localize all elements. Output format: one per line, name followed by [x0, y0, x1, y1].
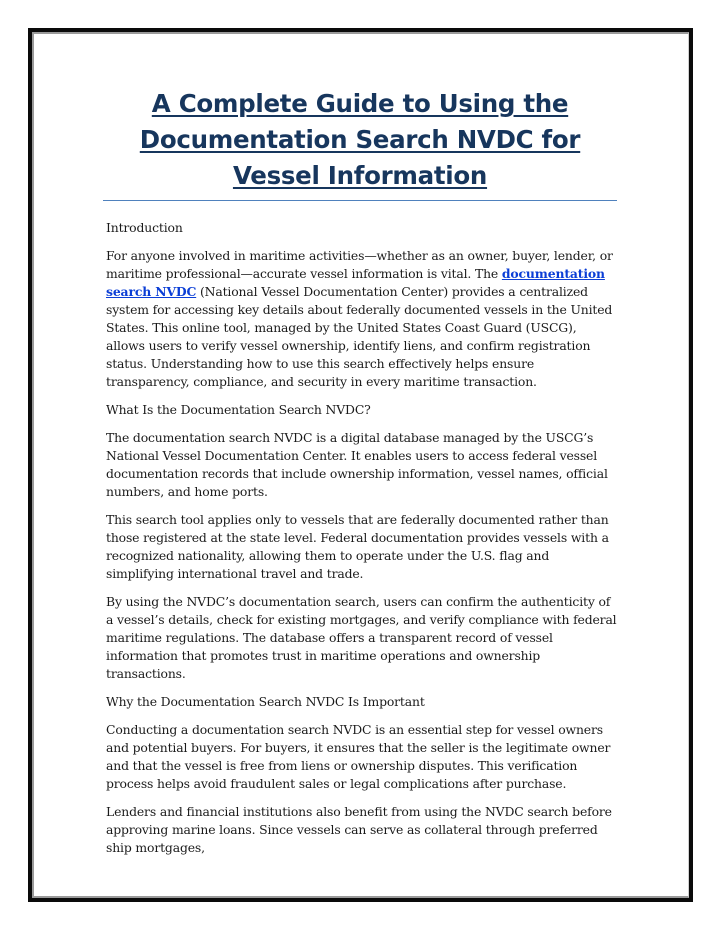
- document-body: [106, 219, 618, 867]
- section-heading-what-is: What Is the Documentation Search NVDC?: [106, 402, 371, 417]
- section-heading-introduction: Introduction: [106, 220, 183, 235]
- paragraph-what-is-1: The documentation search NVDC is a digital database managed by the USCG’s National Vessel Documentation Center. It enables users to access federal vessel documentation records that include ownership information, vessel names, official numbers, and home ports.: [106, 430, 608, 499]
- documentation-search-nvdc-link[interactable]: documentation search NVDC: [106, 266, 605, 299]
- section-heading-why-important: Why the Documentation Search NVDC Is Important: [106, 694, 425, 709]
- paragraph-why-important-1: Conducting a documentation search NVDC is an essential step for vessel owners and potential buyers. For buyers, it ensures that the seller is the legitimate owner and that the vessel is free from liens or ownership disputes. This verification process helps avoid fraudulent sales or legal complications after purchase.: [106, 722, 611, 791]
- paragraph-what-is-2: This search tool applies only to vessels that are federally documented rather than those registered at the state level. Federal documentation provides vessels with a recognized nationality, allowing them to operate under the U.S. flag and simplifying international travel and trade.: [106, 512, 609, 581]
- paragraph-why-important-2: Lenders and financial institutions also benefit from using the NVDC search before approving marine loans. Since vessels can serve as collateral through preferred ship mortgages,: [106, 804, 612, 855]
- paragraph-text: (National Vessel Documentation Center) provides a centralized system for accessing key details about federally documented vessels in the United States. This online tool, managed by the United States Coast Guard (USCG), allows users to verify vessel ownership, identify liens, and confirm registration status. Understanding how to use this search effectively helps ensure transparency, compliance, and security in every maritime transaction.: [106, 284, 613, 389]
- document-title: A Complete Guide to Using the Documentation Search NVDC for Vessel Information: [139, 89, 581, 190]
- paragraph-text: For anyone involved in maritime activities—whether as an owner, buyer, lender, or maritime professional—accurate vessel information is vital. The: [106, 248, 613, 281]
- title-divider-rule: [103, 200, 617, 201]
- paragraph-introduction: [106, 247, 618, 391]
- paragraph-what-is-3: By using the NVDC’s documentation search, users can confirm the authenticity of a vessel’s details, check for existing mortgages, and verify compliance with federal maritime regulations. The database offers a transparent record of vessel information that promotes trust in maritime operations and ownership transactions.: [106, 594, 617, 681]
